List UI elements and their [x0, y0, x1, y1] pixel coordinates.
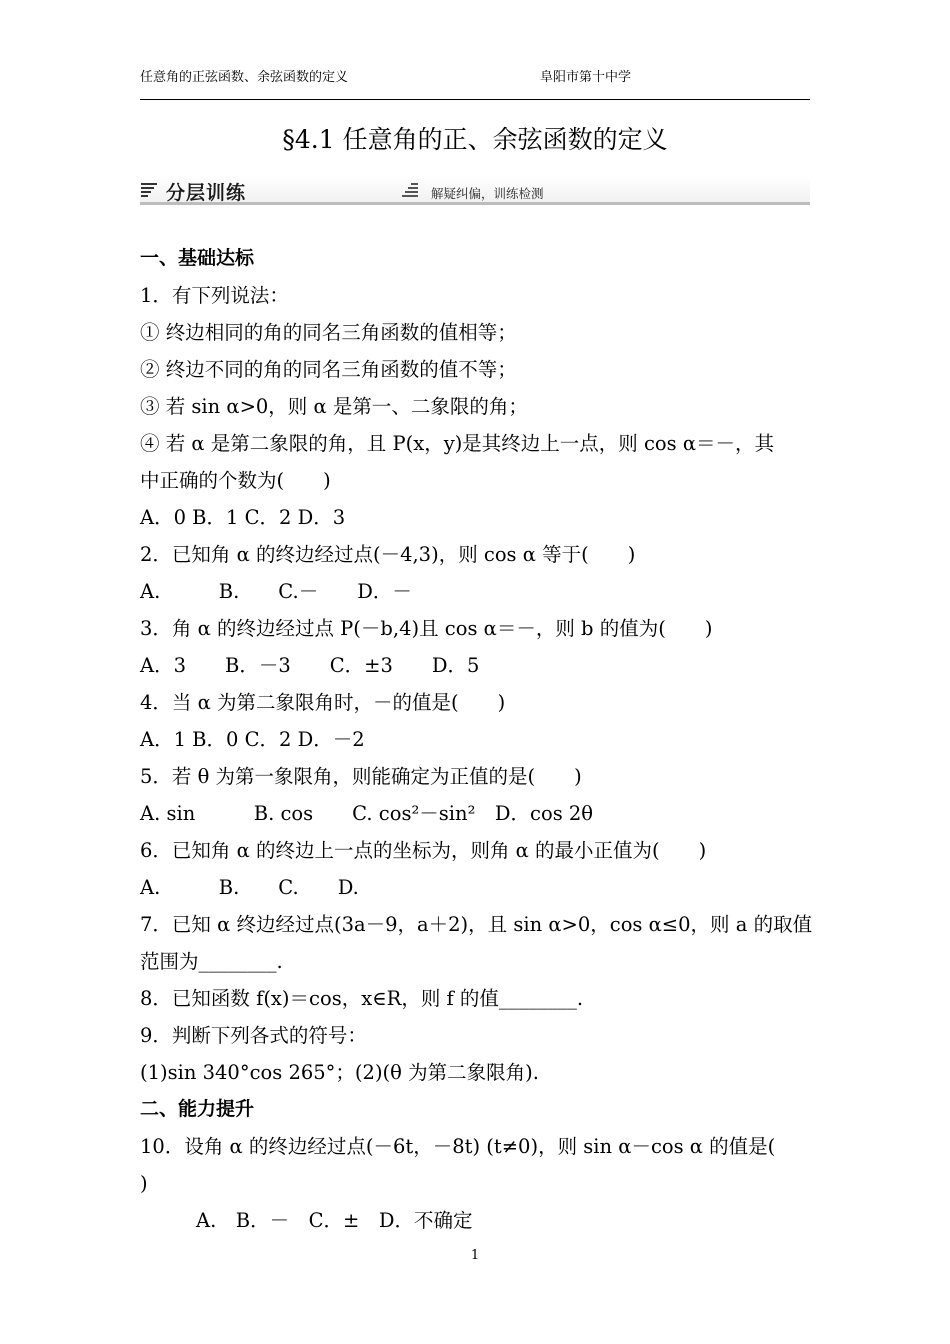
question-2-options: A. B. C.－ D．－ — [140, 580, 412, 603]
question-3-stem: 3．角 α 的终边经过点 P(－b,4)且 cos α＝－，则 b 的值为( ) — [140, 617, 713, 640]
section-banner — [140, 176, 810, 208]
section-heading-advanced: 二、能力提升 — [140, 1098, 255, 1120]
question-1-prompt: 中正确的个数为( ) — [140, 469, 331, 492]
banner-subtitle: 解疑纠偏，训练检测 — [431, 186, 544, 201]
question-1-statement-1: ① 终边相同的角的同名三角函数的值相等； — [140, 321, 517, 344]
section-heading-basic: 一、基础达标 — [140, 247, 255, 269]
page-title: §4.1 任意角的正、余弦函数的定义 — [282, 125, 668, 154]
page-number: 1 — [470, 1248, 480, 1263]
question-3-options: A．3 B．－3 C．±3 D．5 — [140, 654, 480, 677]
question-1-statement-4: ④ 若 α 是第二象限的角，且 P(x，y)是其终边上一点，则 cos α＝－，其 — [140, 432, 775, 455]
question-6-stem: 6．已知角 α 的终边上一点的坐标为，则角 α 的最小正值为( ) — [140, 839, 707, 862]
question-5-stem: 5．若 θ 为第一象限角，则能确定为正值的是( ) — [140, 765, 582, 788]
question-7-blank: 范围为________. — [140, 950, 283, 973]
banner-label: 分层训练 — [166, 182, 247, 204]
question-6-options: A. B. C. D. — [140, 876, 359, 899]
question-8-stem: 8．已知函数 f(x)＝cos，x∈R，则 f 的值________. — [140, 987, 584, 1010]
exercise-body — [140, 240, 812, 1239]
question-1-stem: 1．有下列说法： — [140, 284, 289, 307]
question-2-stem: 2．已知角 α 的终边经过点(－4,3)，则 cos α 等于( ) — [140, 543, 636, 566]
question-9-parts: (1)sin 340°cos 265°；(2)(θ 为第二象限角). — [140, 1061, 539, 1084]
banner-stripes-right-icon — [402, 182, 418, 198]
question-9-stem: 9．判断下列各式的符号： — [140, 1024, 367, 1047]
question-10-stem-continued: ) — [140, 1172, 148, 1195]
question-10-stem: 10．设角 α 的终边经过点(－6t，－8t) (t≠0)，则 sin α－cos α 的值是( — [140, 1135, 776, 1158]
question-4-stem: 4．当 α 为第二象限角时，－的值是( ) — [140, 691, 506, 714]
question-10-options: A. B．－ C．± D．不确定 — [196, 1209, 473, 1232]
question-4-options: A．1 B．0 C．2 D．－2 — [140, 728, 365, 751]
question-1-statement-3: ③ 若 sin α>0，则 α 是第一、二象限的角； — [140, 395, 528, 418]
header-school-name: 阜阳市第十中学 — [540, 70, 632, 85]
header-left-title: 任意角的正弦函数、余弦函数的定义 — [140, 70, 349, 85]
question-1-options: A．0 B．1 C．2 D．3 — [140, 506, 346, 529]
question-1-statement-2: ② 终边不同的角的同名三角函数的值不等； — [140, 358, 517, 381]
question-7-stem: 7．已知 α 终边经过点(3a－9，a＋2)，且 sin α>0，cos α≤0，则 a 的取值 — [140, 913, 813, 936]
header-rule — [140, 99, 810, 100]
question-5-options: A. sin B. cos C. cos²－sin² D．cos 2θ — [140, 802, 594, 825]
banner-stripes-left-icon — [141, 182, 157, 198]
